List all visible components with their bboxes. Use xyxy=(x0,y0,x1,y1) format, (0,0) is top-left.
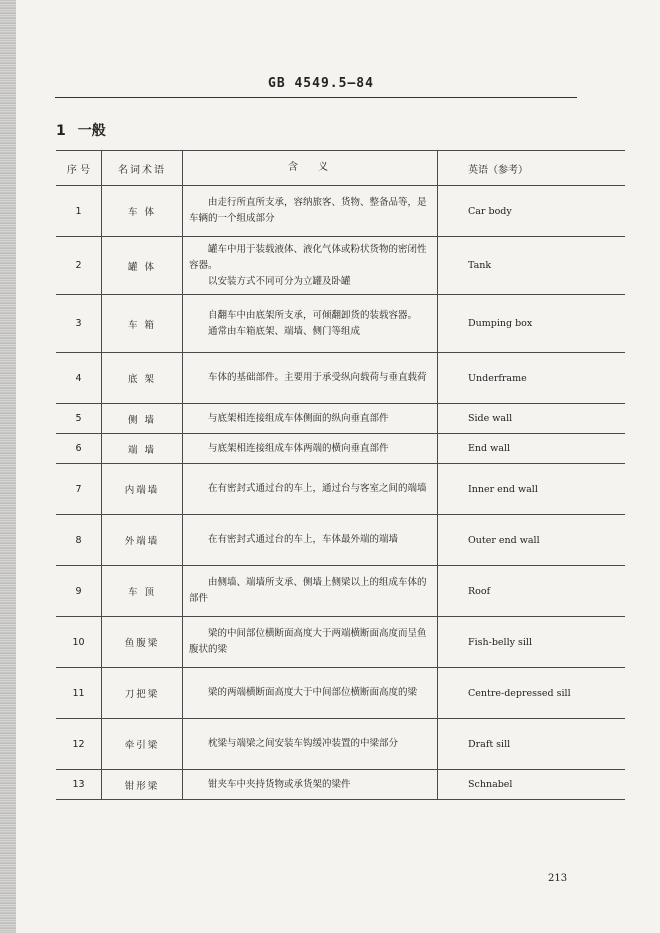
term-english: Draft sill xyxy=(438,719,626,770)
row-number: 10 xyxy=(56,617,102,668)
col-header-english: 英语（参考） xyxy=(438,151,626,186)
table-row xyxy=(56,668,625,719)
row-number: 12 xyxy=(56,719,102,770)
term-cn: 刀把梁 xyxy=(102,668,183,719)
row-number: 1 xyxy=(56,186,102,237)
col-header-term: 名词术语 xyxy=(102,151,183,186)
page-number: 213 xyxy=(548,873,568,884)
term-english: Schnabel xyxy=(438,770,626,800)
definition-paragraph: 以安装方式不同可分为立罐及卧罐 xyxy=(208,275,351,287)
term-english: Tank xyxy=(438,237,626,295)
term-english: Roof xyxy=(438,566,626,617)
scan-edge-artifact xyxy=(0,0,16,933)
definition-paragraph: 在有密封式通过台的车上，车体最外端的端墙 xyxy=(208,534,399,545)
standard-number: GB 4549.5—84 xyxy=(268,76,374,91)
table-row xyxy=(56,515,625,566)
table-row xyxy=(56,295,625,353)
term-cn: 车 体 xyxy=(102,186,183,237)
term-english: Outer end wall xyxy=(438,515,626,566)
definition-cell xyxy=(183,617,438,668)
term-cn: 内端墙 xyxy=(102,464,183,515)
term-cn: 车 箱 xyxy=(102,295,183,353)
definition-cell xyxy=(183,770,438,800)
table-row xyxy=(56,186,625,237)
definition-cell xyxy=(183,464,438,515)
section-heading xyxy=(56,120,118,140)
term-cn: 侧 墙 xyxy=(102,404,183,434)
definition-cell xyxy=(183,237,438,295)
definition-cell xyxy=(183,434,438,464)
row-number: 7 xyxy=(56,464,102,515)
definition-cell xyxy=(183,186,438,237)
table-row xyxy=(56,617,625,668)
definition-paragraph: 梁的中间部位横断面高度大于两端横断面高度而呈鱼腹状的梁 xyxy=(189,628,427,655)
term-english: Dumping box xyxy=(438,295,626,353)
col-header-no: 序 号 xyxy=(56,151,102,186)
definition-paragraph: 罐车中用于装载液体、液化气体或粉状货物的密闭性容器。 xyxy=(189,243,427,271)
definition-paragraph: 枕梁与端梁之间安装车钩缓冲装置的中梁部分 xyxy=(208,738,399,749)
row-number: 13 xyxy=(56,770,102,800)
section-number: 1 xyxy=(56,123,66,139)
table-row xyxy=(56,770,625,800)
term-english: Fish-belly sill xyxy=(438,617,626,668)
section-title: 一般 xyxy=(77,123,106,139)
table-row xyxy=(56,353,625,404)
definition-cell xyxy=(183,295,438,353)
term-english: Underframe xyxy=(438,353,626,404)
table-row xyxy=(56,464,625,515)
term-english: Side wall xyxy=(438,404,626,434)
definition-cell xyxy=(183,404,438,434)
table-row xyxy=(56,719,625,770)
term-cn: 罐 体 xyxy=(102,237,183,295)
term-cn: 鱼腹梁 xyxy=(102,617,183,668)
table-row xyxy=(56,237,625,295)
definition-paragraph: 钳夹车中夹持货物或承货架的梁件 xyxy=(208,778,351,790)
definition-cell xyxy=(183,668,438,719)
definition-paragraph: 通常由车箱底架、端墙、侧门等组成 xyxy=(208,325,361,337)
definition-paragraph: 与底架相连接组成车体侧面的纵向垂直部件 xyxy=(208,412,389,424)
term-cn: 底 架 xyxy=(102,353,183,404)
header-rule xyxy=(55,97,577,98)
definition-cell xyxy=(183,515,438,566)
row-number: 4 xyxy=(56,353,102,404)
definition-paragraph: 与底架相连接组成车体两端的横向垂直部件 xyxy=(208,442,389,454)
term-cn: 外端墙 xyxy=(102,515,183,566)
terminology-table xyxy=(56,150,625,800)
term-cn: 牵引梁 xyxy=(102,719,183,770)
table-row xyxy=(56,434,625,464)
definition-cell xyxy=(183,566,438,617)
row-number: 5 xyxy=(56,404,102,434)
term-cn: 钳形梁 xyxy=(102,770,183,800)
col-header-definition: 含 义 xyxy=(183,151,438,186)
definition-paragraph: 由走行所直所支承，容纳旅客、货物、整备品等，是车辆的一个组成部分 xyxy=(189,197,427,224)
term-english: Inner end wall xyxy=(438,464,626,515)
term-english: Centre-depressed sill xyxy=(438,668,626,719)
row-number: 3 xyxy=(56,295,102,353)
definition-cell xyxy=(183,353,438,404)
row-number: 11 xyxy=(56,668,102,719)
definition-paragraph: 由侧墙、端墙所支承、侧墙上侧梁以上的组成车体的部件 xyxy=(189,577,427,604)
table-row xyxy=(56,404,625,434)
table-row xyxy=(56,566,625,617)
term-cn: 车 顶 xyxy=(102,566,183,617)
definition-paragraph: 梁的两端横断面高度大于中间部位横断面高度的梁 xyxy=(208,687,418,698)
definition-paragraph: 自翻车中由底架所支承，可倾翻卸货的装载容器。 xyxy=(208,309,418,321)
definition-paragraph: 在有密封式通过台的车上，通过台与客室之间的端墙 xyxy=(208,483,427,494)
term-english: Car body xyxy=(438,186,626,237)
table-header-row xyxy=(56,151,625,186)
term-cn: 端 墙 xyxy=(102,434,183,464)
row-number: 6 xyxy=(56,434,102,464)
term-english: End wall xyxy=(438,434,626,464)
definition-cell xyxy=(183,719,438,770)
definition-paragraph: 车体的基础部件。主要用于承受纵向载荷与垂直载荷 xyxy=(208,372,427,383)
row-number: 2 xyxy=(56,237,102,295)
row-number: 9 xyxy=(56,566,102,617)
row-number: 8 xyxy=(56,515,102,566)
